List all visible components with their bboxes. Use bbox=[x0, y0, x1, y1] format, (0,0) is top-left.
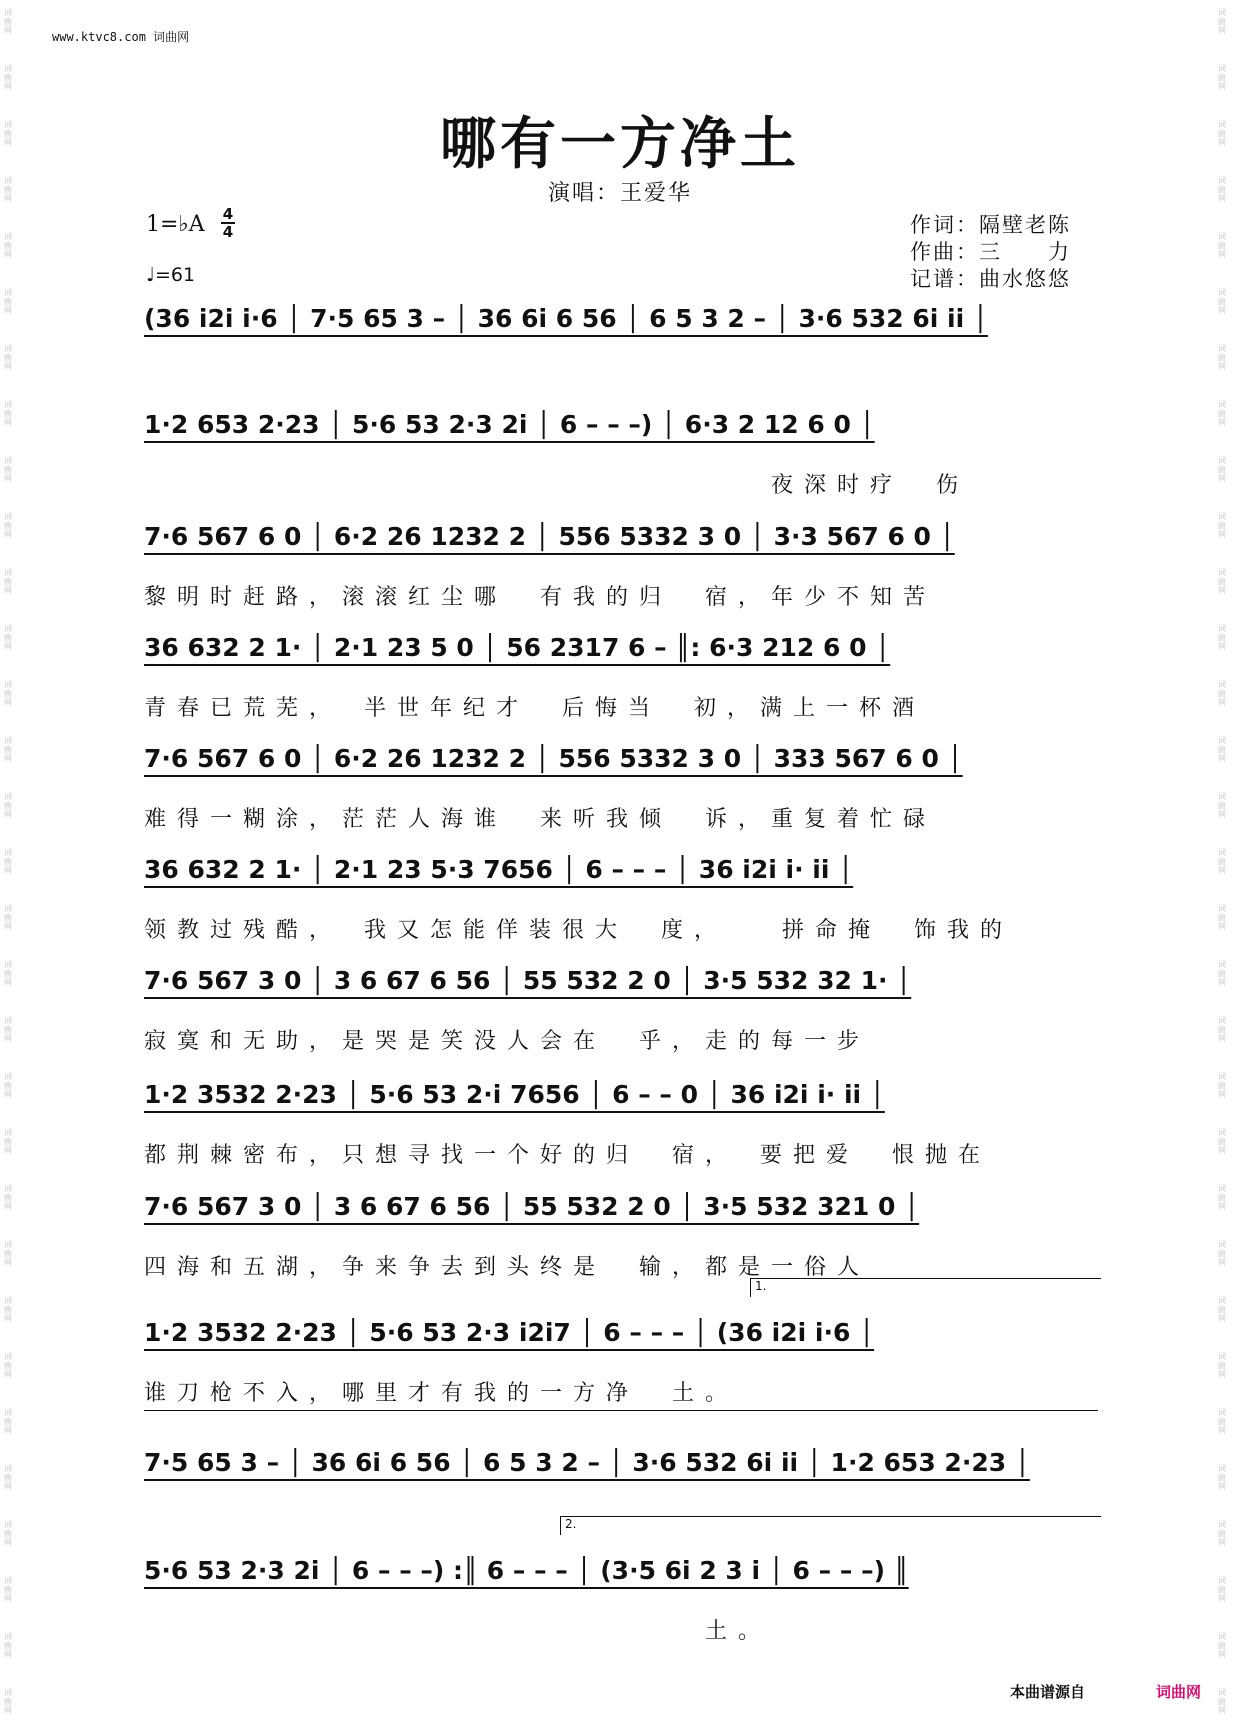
watermark-mark: 词曲网 bbox=[4, 512, 12, 539]
site-header[interactable] bbox=[52, 28, 189, 45]
watermark-mark: 词曲网 bbox=[1218, 1352, 1226, 1379]
watermark-mark: 词曲网 bbox=[1218, 344, 1226, 371]
watermark-mark: 词曲网 bbox=[1218, 512, 1226, 539]
watermark-mark: 词曲网 bbox=[1218, 8, 1226, 35]
notes-line: 7·5 65 3 – │ 36 6i 6 56 │ 6 5 3 2 – │ 3·6 532 6i ii │ 1·2 653 2·23 │ bbox=[144, 1448, 1030, 1477]
watermark-mark: 词曲网 bbox=[4, 1464, 12, 1491]
first-ending-bracket bbox=[750, 1278, 1101, 1297]
watermark-mark: 词曲网 bbox=[1218, 1016, 1226, 1043]
watermark-mark: 词曲网 bbox=[1218, 904, 1226, 931]
watermark-mark: 词曲网 bbox=[4, 1352, 12, 1379]
watermark-mark: 词曲网 bbox=[4, 1072, 12, 1099]
lyrics-line: 领教过残酷， 我又怎能佯装很大 度， 拼命掩 饰我的 bbox=[144, 918, 1014, 943]
notes-line: (36 i2i i·6 │ 7·5 65 3 – │ 36 6i 6 56 │ 6 5 3 2 – │ 3·6 532 6i ii │ bbox=[144, 304, 988, 333]
lyricist-credit: 作词：隔壁老陈 bbox=[910, 213, 1071, 237]
notes-line: 1·2 653 2·23 │ 5·6 53 2·3 2i │ 6 – – –) │ 6·3 2 12 6 0 │ bbox=[144, 410, 875, 439]
watermark-mark: 词曲网 bbox=[1218, 1688, 1226, 1715]
watermark-mark: 词曲网 bbox=[1218, 400, 1226, 427]
site-name[interactable]: 词曲网 bbox=[153, 30, 190, 44]
watermark-mark: 词曲网 bbox=[4, 176, 12, 203]
section-divider bbox=[144, 1410, 1098, 1411]
watermark-mark: 词曲网 bbox=[1218, 1520, 1226, 1547]
lyrics-line: 黎明时赶路，滚滚红尘哪 有我的归 宿，年少不知苦 bbox=[144, 585, 937, 610]
lyrics-line: 谁刀枪不入，哪里才有我的一方净 土。 bbox=[144, 1381, 739, 1406]
watermark-mark: 词曲网 bbox=[4, 288, 12, 315]
watermark-mark: 词曲网 bbox=[4, 848, 12, 875]
watermark-mark: 词曲网 bbox=[1218, 792, 1226, 819]
lyrics-line: 难得一糊涂，茫茫人海谁 来听我倾 诉，重复着忙碌 bbox=[144, 807, 937, 832]
watermark-mark: 词曲网 bbox=[1218, 1464, 1226, 1491]
site-url[interactable]: www.ktvc8.com bbox=[52, 30, 146, 44]
watermark-mark: 词曲网 bbox=[4, 904, 12, 931]
watermark-mark: 词曲网 bbox=[4, 400, 12, 427]
watermark-mark: 词曲网 bbox=[4, 960, 12, 987]
notes-line: 7·6 567 3 0 │ 3 6 67 6 56 │ 55 532 2 0 │ 3·5 532 321 0 │ bbox=[144, 1192, 920, 1221]
tempo-marking: ♩=61 bbox=[146, 264, 196, 286]
watermark-mark: 词曲网 bbox=[4, 568, 12, 595]
credits-block bbox=[910, 212, 1071, 293]
second-ending-bracket bbox=[560, 1516, 1101, 1535]
watermark-mark: 词曲网 bbox=[4, 8, 12, 35]
time-signature-top: 4 bbox=[222, 205, 234, 223]
notes-line: 7·6 567 6 0 │ 6·2 26 1232 2 │ 556 5332 3 0 │ 333 567 6 0 │ bbox=[144, 744, 963, 773]
lyrics-line: 夜深时疗 伤 bbox=[144, 473, 970, 498]
notes-line: 5·6 53 2·3 2i │ 6 – – –) :║ 6 – – – │ (3·5 6i 2 3 i │ 6 – – –) ║ bbox=[144, 1556, 909, 1585]
watermark-mark: 词曲网 bbox=[4, 1408, 12, 1435]
watermark-mark: 词曲网 bbox=[4, 1520, 12, 1547]
source-site-link[interactable]: 词曲网 bbox=[1156, 1683, 1202, 1701]
notes-line: 7·6 567 3 0 │ 3 6 67 6 56 │ 55 532 2 0 │ 3·5 532 32 1· │ bbox=[144, 966, 912, 995]
watermark-mark: 词曲网 bbox=[4, 120, 12, 147]
watermark-mark: 词曲网 bbox=[4, 680, 12, 707]
first-ending-label: 1. bbox=[755, 1279, 767, 1293]
watermark-mark: 词曲网 bbox=[1218, 288, 1226, 315]
composer-credit: 作曲：三 力 bbox=[910, 240, 1071, 264]
watermark-mark: 词曲网 bbox=[4, 232, 12, 259]
watermark-mark: 词曲网 bbox=[1218, 120, 1226, 147]
lyrics-line: 四海和五湖，争来争去到头终是 输，都是一俗人 bbox=[144, 1255, 871, 1280]
notes-line: 1·2 3532 2·23 │ 5·6 53 2·3 i2i7 │ 6 – – – │ (36 i2i i·6 │ bbox=[144, 1318, 875, 1347]
time-signature-bottom: 4 bbox=[222, 223, 234, 241]
watermark-mark: 词曲网 bbox=[4, 1576, 12, 1603]
watermark-mark: 词曲网 bbox=[4, 1296, 12, 1323]
watermark-mark: 词曲网 bbox=[4, 1184, 12, 1211]
watermark-mark: 词曲网 bbox=[4, 1688, 12, 1715]
watermark-mark: 词曲网 bbox=[1218, 624, 1226, 651]
watermark-mark: 词曲网 bbox=[4, 1240, 12, 1267]
watermark-mark: 词曲网 bbox=[1218, 176, 1226, 203]
lyrics-line: 青春已荒芜， 半世年纪才 后悔当 初，满上一杯酒 bbox=[144, 696, 926, 721]
left-watermark-strip bbox=[0, 0, 26, 1730]
notes-line: 36 632 2 1· │ 2·1 23 5 0 │ 56 2317 6 – ║: 6·3 212 6 0 │ bbox=[144, 633, 891, 662]
watermark-mark: 词曲网 bbox=[1218, 568, 1226, 595]
watermark-mark: 词曲网 bbox=[4, 736, 12, 763]
watermark-mark: 词曲网 bbox=[1218, 848, 1226, 875]
watermark-mark: 词曲网 bbox=[1218, 680, 1226, 707]
watermark-mark: 词曲网 bbox=[4, 792, 12, 819]
watermark-mark: 词曲网 bbox=[4, 1016, 12, 1043]
watermark-mark: 词曲网 bbox=[1218, 1128, 1226, 1155]
watermark-mark: 词曲网 bbox=[1218, 1296, 1226, 1323]
watermark-mark: 词曲网 bbox=[1218, 1632, 1226, 1659]
watermark-mark: 词曲网 bbox=[1218, 1576, 1226, 1603]
singer-line: 演唱：王爱华 bbox=[547, 181, 692, 206]
notes-line: 36 632 2 1· │ 2·1 23 5·3 7656 │ 6 – – – │ 36 i2i i· ii │ bbox=[144, 855, 854, 884]
notes-line: 7·6 567 6 0 │ 6·2 26 1232 2 │ 556 5332 3 0 │ 3·3 567 6 0 │ bbox=[144, 522, 955, 551]
watermark-mark: 词曲网 bbox=[1218, 232, 1226, 259]
key-signature: 1=♭A bbox=[146, 212, 205, 237]
watermark-mark: 词曲网 bbox=[4, 1128, 12, 1155]
transcriber-credit: 记谱：曲水悠悠 bbox=[910, 267, 1071, 291]
second-ending-label: 2. bbox=[565, 1517, 577, 1531]
watermark-mark: 词曲网 bbox=[4, 1632, 12, 1659]
lyrics-line: 土。 bbox=[144, 1619, 772, 1644]
lyrics-line: 都荆棘密布，只想寻找一个好的归 宿， 要把爱 恨抛在 bbox=[144, 1143, 992, 1168]
notes-line: 1·2 3532 2·23 │ 5·6 53 2·i 7656 │ 6 – – 0 │ 36 i2i i· ii │ bbox=[144, 1080, 885, 1109]
watermark-mark: 词曲网 bbox=[1218, 64, 1226, 91]
watermark-mark: 词曲网 bbox=[1218, 456, 1226, 483]
time-signature bbox=[221, 206, 235, 240]
watermark-mark: 词曲网 bbox=[1218, 1072, 1226, 1099]
watermark-mark: 词曲网 bbox=[1218, 960, 1226, 987]
source-note: 本曲谱源自 bbox=[1010, 1683, 1086, 1701]
watermark-mark: 词曲网 bbox=[4, 456, 12, 483]
lyrics-line: 寂寞和无助，是哭是笑没人会在 乎，走的每一步 bbox=[144, 1029, 871, 1054]
watermark-mark: 词曲网 bbox=[4, 64, 12, 91]
right-watermark-strip bbox=[1214, 0, 1240, 1730]
watermark-mark: 词曲网 bbox=[1218, 1184, 1226, 1211]
song-title: 哪有一方净土 bbox=[440, 111, 800, 177]
watermark-mark: 词曲网 bbox=[4, 624, 12, 651]
watermark-mark: 词曲网 bbox=[1218, 736, 1226, 763]
watermark-mark: 词曲网 bbox=[1218, 1240, 1226, 1267]
watermark-mark: 词曲网 bbox=[4, 344, 12, 371]
watermark-mark: 词曲网 bbox=[1218, 1408, 1226, 1435]
